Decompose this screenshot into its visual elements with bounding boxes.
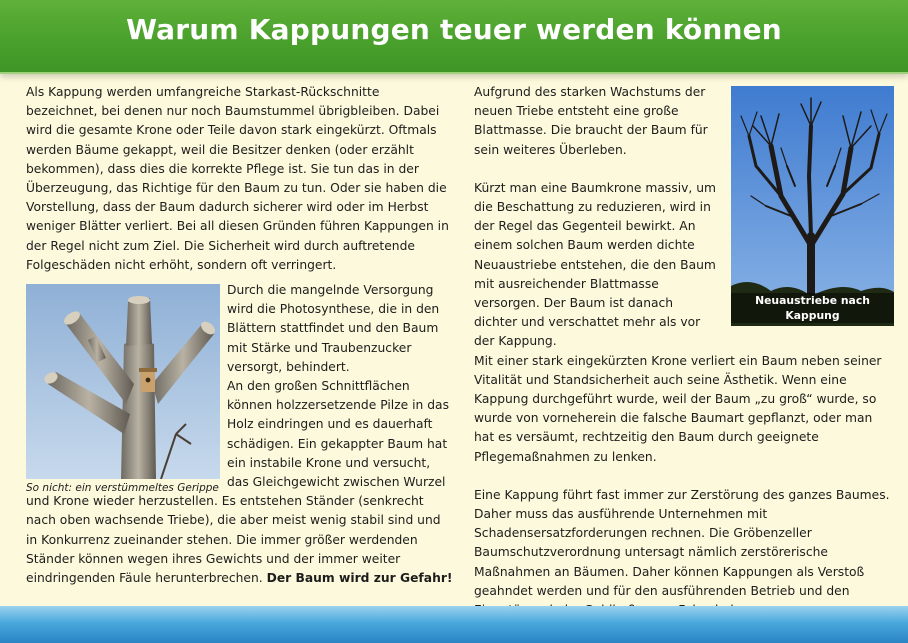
left-photo-caption: So nicht: ein verstümmeltes Gerippe (26, 482, 219, 495)
legal-paragraph: Eine Kappung führt fast immer zur Zerstörung des ganzes Baumes. Daher muss das ausführende Unternehmen mit Schadensersatzforderungen rechnen. Die Gröbenzeller Baumschutzverordnung untersagt nämlich zerstörerische Maßnahmen an Bäumen. Daher können Kappungen als Verstoß geahndet werden und für den ausführenden Betrieb und den (474, 487, 890, 598)
danger-warning: Der Baum wird zur Gefahr! (266, 571, 453, 586)
left-column (26, 83, 454, 588)
mutilated-tree-image (26, 284, 220, 479)
header-banner (0, 0, 908, 74)
mutilated-tree-photo (26, 284, 220, 495)
shading-paragraph: Kürzt man eine Baumkrone massiv, um die Beschattung zu reduzieren, wird in der Regel das Gegenteil bewirkt. An einem solchen Baum werden dichte Neuaustriebe entstehen, die den Baum mit ausreichender Blattmasse versorgen. Der Baum ist danach dichter und verschattet mehr als vor der Kappung. (474, 180, 717, 349)
right-column (474, 83, 894, 620)
fungi-text: An den großen Schnittflächen können holzzersetzende Pilze in das Holz eindringen und es dauerhaft schädigen. Ein gekappter Baum hat ein instabile Krone und versucht, das Gleichgewicht zwischen Wurzel und Krone wieder herzustellen. Es entstehen Ständer (senkrecht nach oben wachsende Triebe), die aber meist wenig stabil sind und in Konkurrenz zueinander stehen. Die immer größer werdenden Ständer können wegen ihres Gewichts und der immer weiter eindringenden Fäule herunterbrechen. (26, 379, 449, 586)
photosynthesis-paragraph: Durch die mangelnde Versorgung wird die Photosynthese, die in den Blättern stattfindet und den Baum mit Stärke und Traubenzucker versorgt, behindert. (227, 283, 440, 374)
intro-paragraph: Als Kappung werden umfangreiche Starkast-Rückschnitte bezeichnet, bei denen nur noch Baumstummel übrigbleiben. Dabei wird die gesamte Krone oder Teile davon stark eingekürzt. Oftmals werden Bäume gekappt, weil die Besitzer denken (oder erzählt bekommen), dass dies die korrekte Pflege ist. Sie tun das in der Überzeugung, das Richtige für den Baum zu tun. Oder sie haben die Vorstellung, dass der Baum dadurch sicherer wird oder im Herbst weniger Blätter verliert. Bei all diesen Gründen führen Kappungen in der Regel nicht zum Ziel. Die Sicherheit wird durch auftretende Folgeschäden nicht erhöht, sondern oft verringert. (26, 85, 449, 272)
footer-band (0, 606, 908, 643)
aesthetics-paragraph: Mit einer stark eingekürzten Krone verliert ein Baum neben seiner Vitalität und Standsicherheit auch seine Ästhetik. Wenn eine Kappung durchgeführt wurde, weil der Baum „zu groß“ wurde, so wurde von vorneherein die falsche Baumart gepflanzt, oder man hat es versäumt, rechtzeitig den Baum durch geeignete Pflegemaßnahmen zu lenken. (474, 353, 882, 464)
right-photo-caption: Neuaustriebe nach Kappung (731, 293, 894, 323)
growth-paragraph: Aufgrund des starken Wachstums der neuen Triebe entsteht eine große Blattmasse. Die braucht der Baum für sein weiteres Überleben. (474, 85, 708, 157)
regrowth-tree-image (731, 86, 894, 326)
regrowth-tree-photo (731, 86, 894, 326)
page-title: Warum Kappungen teuer werden können (126, 13, 782, 46)
